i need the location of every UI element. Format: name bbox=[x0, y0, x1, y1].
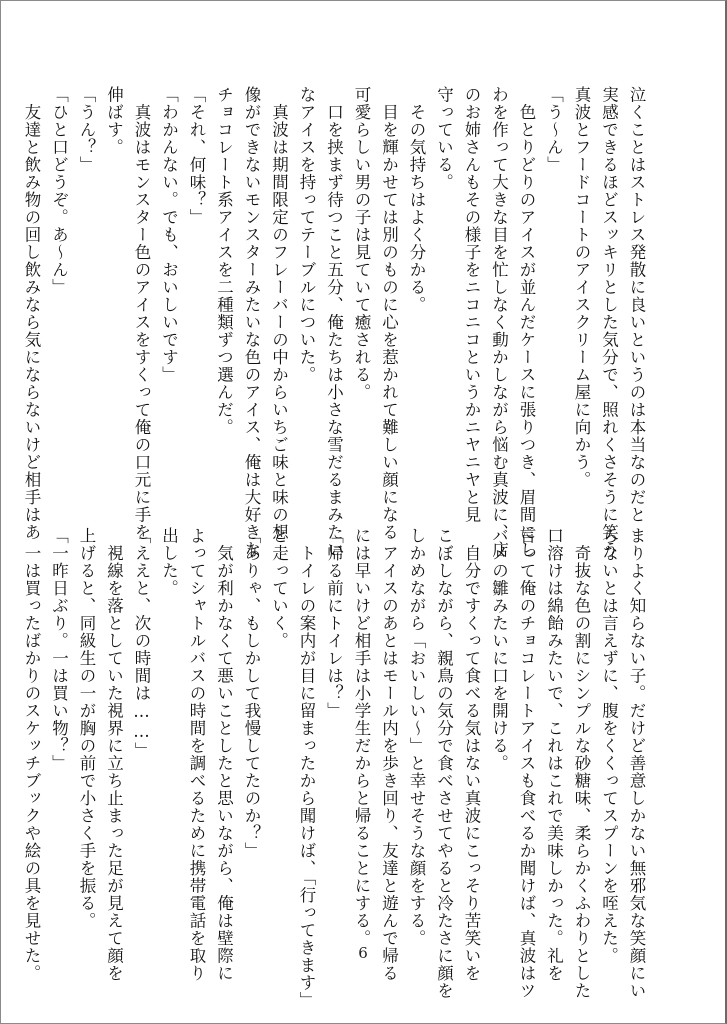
text-block-top bbox=[22, 86, 650, 559]
text-line: 口を挟まず待つこと五分、俺たちは小さな雪だるまみたい bbox=[324, 86, 344, 559]
text-line: 口溶けは綿飴みたいで、これはこれで美味しかった。礼を bbox=[544, 527, 564, 982]
text-line: 出した。 bbox=[159, 527, 179, 597]
text-line: 「う～ん」 bbox=[544, 86, 564, 174]
text-line: 色とりどりのアイスが並んだケースに張りつき、眉間にし bbox=[517, 86, 536, 559]
text-line: チョコレート系アイスを二種類ずつ選んだ。 bbox=[214, 86, 234, 436]
text-line: 自分ですくって食べる気はない真波にこっそり苦笑いを bbox=[462, 527, 481, 982]
text-line: 「ありゃ、もしかして我慢してたのか？」 bbox=[242, 527, 261, 860]
text-line: 目を輝かせては別のものに心を惹かれて難しい顔になる bbox=[379, 86, 399, 541]
text-line: 「それ、何味？」 bbox=[187, 86, 206, 226]
text-line: 可愛らしい男の子は見ていて癒される。 bbox=[352, 86, 371, 401]
text-line: アイスのあとはモール内を歩き回り、友達と遊んで帰る bbox=[379, 527, 399, 982]
text-line: 言って俺のチョコレートアイスも食べるか聞けば、真波はツ bbox=[517, 527, 536, 1000]
text-line: 友達と飲み物の回し飲みなら気にならないけど相手はあ bbox=[22, 86, 41, 541]
text-line: 像ができないモンスターみたいな色のアイス、俺は大好きな bbox=[242, 86, 261, 559]
text-line: 奇抜な色の割にシンプルな砂糖味、柔らかくふわりとした bbox=[572, 527, 591, 1000]
text-line: 伸ばす。 bbox=[104, 86, 124, 156]
text-line: その気持ちはよく分かる。 bbox=[407, 86, 426, 314]
text-line: トイレの案内が目に留まったから聞けば、「行ってきます」 bbox=[297, 527, 316, 1009]
text-line: 「一昨日ぶり。一は買い物？」 bbox=[49, 527, 69, 772]
text-line: なアイスを持ってテーブルについた。 bbox=[297, 86, 316, 384]
text-line: には早いけど相手は小学生だからと帰ることにする。 bbox=[352, 527, 371, 947]
page-number: 6 bbox=[358, 944, 368, 962]
text-line: 「ええと、次の時間は……」 bbox=[132, 527, 151, 760]
text-line: らないとは言えずに、腹をくくってスプーンを咥えた。 bbox=[599, 527, 619, 965]
text-line: 「うん？」 bbox=[77, 86, 96, 174]
text-line: 真波とフードコートのアイスクリーム屋に向かう。 bbox=[572, 86, 591, 489]
text-line: バメの雛みたいに口を開ける。 bbox=[489, 527, 509, 772]
text-line: 「ひと口どうぞ。あ～ん」 bbox=[49, 86, 69, 296]
text-line: 気が利かなくて悪いことしたと思いながら、俺は壁際に bbox=[214, 527, 234, 982]
text-line: 「帰る前にトイレは？」 bbox=[324, 527, 344, 720]
text-line: しかめながら「おいしい～」と幸せそうな顔をする。 bbox=[407, 527, 426, 947]
text-line: 一は買ったばかりのスケッチブックや絵の具を見せた。 bbox=[22, 527, 41, 982]
text-line: まりよく知らない子。だけど善意しかない無邪気な笑顔にい bbox=[627, 527, 646, 1000]
text-line: 「わかんない。でも、おいしいです」 bbox=[159, 86, 179, 384]
text-line: よってシャトルバスの時間を調べるために携帯電話を取り bbox=[187, 527, 206, 982]
text-line: 泣くことはストレス発散に良いというのは本当なのだと bbox=[627, 86, 646, 524]
text-line: こぼしながら、親鳥の気分で食べさせてやると冷たさに顔を bbox=[434, 527, 454, 1000]
text-line: 視線を落としていた視界に立ち止まった足が見えて顔を bbox=[104, 527, 124, 982]
text-line: のお姉さんもその様子をニコニコというかニヤニヤと見 bbox=[462, 86, 481, 524]
text-line: 実感できるほどスッキリとした気分で、照れくさそうに笑う bbox=[599, 86, 619, 559]
text-line: 真波は期間限定のフレーバーの中からいちご味と味の想 bbox=[269, 86, 289, 541]
text-line: わを作って大きな目を忙しなく動かしながら悩む真波に、店 bbox=[489, 86, 509, 559]
text-block-bottom bbox=[22, 527, 650, 1009]
text-line: と走っていく。 bbox=[269, 527, 289, 650]
text-line: 上げると、同級生の一が胸の前で小さく手を振る。 bbox=[77, 527, 96, 930]
text-line: 真波はモンスター色のアイスをすくって俺の口元に手を bbox=[132, 86, 151, 541]
text-line: 守っている。 bbox=[434, 86, 454, 191]
